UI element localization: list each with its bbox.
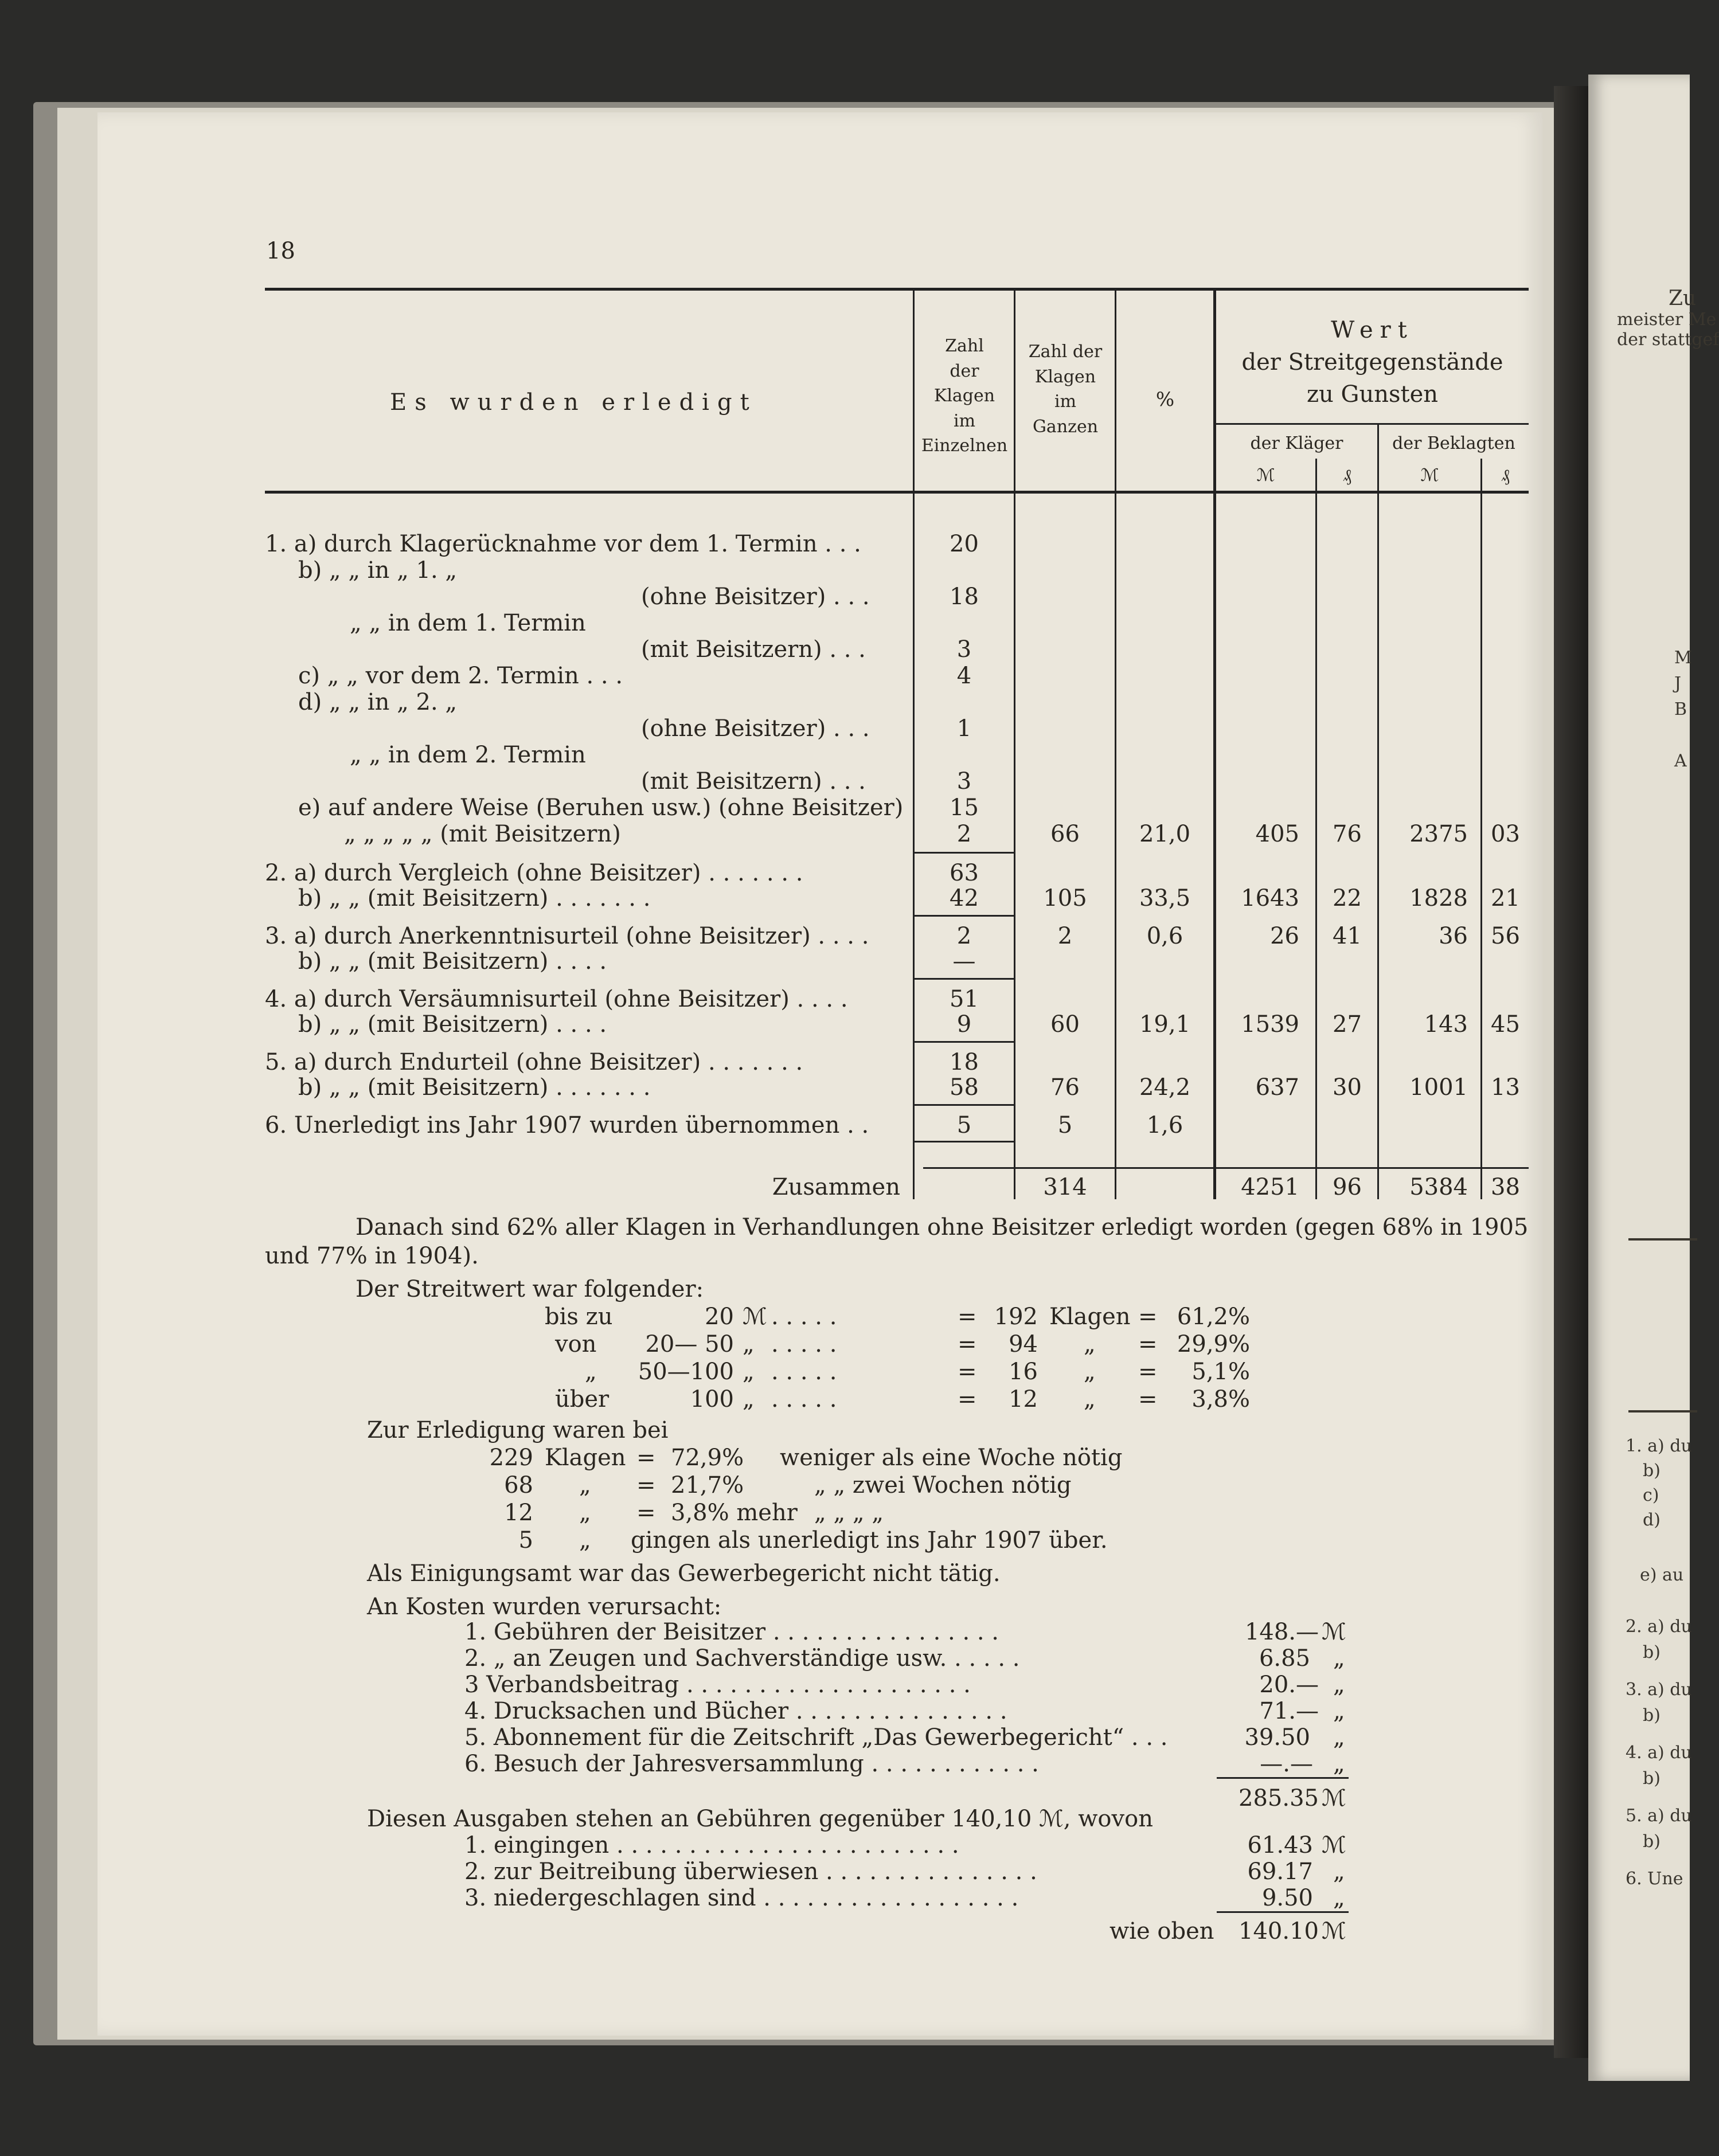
np-row: e) au <box>1640 1565 1684 1585</box>
facing-page <box>1588 75 1719 2081</box>
mark-symbol: ℳ <box>1420 465 1439 486</box>
page-number: 18 <box>266 238 295 264</box>
np-line: Zu <box>1669 287 1697 310</box>
mark-symbol: ℳ <box>1256 465 1275 486</box>
group-rule <box>915 852 1014 854</box>
pfennig-symbol: ₰ <box>1501 465 1510 486</box>
col-head-beklagten: der Beklagten <box>1392 433 1515 453</box>
np-row: d) <box>1643 1510 1661 1530</box>
header-bottom-rule <box>265 491 1529 494</box>
group-rule <box>915 1041 1014 1043</box>
np-rule <box>1628 1238 1697 1241</box>
table-title: Es wurden erledigt <box>390 389 757 416</box>
np-row: c) <box>1643 1485 1659 1505</box>
paragraph: und 77% in 1904). <box>265 1243 479 1269</box>
col-head-wert: Wert der Streitgegenstände zu Gunsten <box>1241 317 1503 408</box>
group-rule <box>915 1141 1014 1142</box>
col-head-einzeln: Zahl der Klagen im Einzelnen <box>921 336 1008 456</box>
table-top-rule <box>265 288 1529 291</box>
group-rule <box>915 978 1014 980</box>
np-line: J <box>1674 674 1682 694</box>
np-line: meister Me <box>1617 310 1717 330</box>
col-rule <box>1014 291 1015 1199</box>
np-row: b) <box>1643 1461 1661 1481</box>
wie-oben-label: wie oben <box>1109 1918 1214 1944</box>
col-head-klaeger: der Kläger <box>1250 433 1343 453</box>
kosten-heading: An Kosten wurden verursacht: <box>367 1594 722 1620</box>
book-gutter <box>1554 86 1588 2058</box>
np-line: der stattgef <box>1617 330 1719 350</box>
np-row: 3. a) du <box>1626 1680 1692 1700</box>
wert-sub-rule <box>1216 423 1529 425</box>
np-row: b) <box>1643 1705 1661 1725</box>
np-row: 1. a) du <box>1626 1436 1692 1456</box>
np-line: A <box>1674 751 1687 771</box>
np-row: 4. a) du <box>1626 1743 1692 1763</box>
sum-rule <box>1217 1777 1349 1779</box>
col-rule <box>1213 291 1216 1199</box>
np-line: M <box>1674 648 1692 668</box>
gebuehren-heading: Diesen Ausgaben stehen an Gebühren gegenüber 140,10 ℳ, wovon <box>367 1806 1153 1832</box>
kosten-total-unit: ℳ <box>1322 1785 1346 1811</box>
sum-rule <box>1217 1911 1349 1913</box>
wie-oben-amount: 140.10 <box>1239 1918 1319 1944</box>
kosten-total: 285.35 <box>1239 1785 1319 1811</box>
erledigung-heading: Zur Erledigung waren bei <box>367 1417 669 1443</box>
pfennig-symbol: ₰ <box>1343 465 1351 486</box>
np-row: 5. a) du <box>1626 1806 1692 1826</box>
np-row: b) <box>1643 1768 1661 1789</box>
wie-oben-unit: ℳ <box>1322 1918 1346 1944</box>
col-head-ganzen: Zahl der Klagen im Ganzen <box>1028 342 1103 437</box>
np-row: 2. a) du <box>1626 1617 1692 1637</box>
total-rule <box>923 1167 1529 1169</box>
col-head-percent: % <box>1155 388 1175 411</box>
col-rule <box>1115 291 1116 1199</box>
streitwert-heading: Der Streitwert war folgender: <box>355 1276 704 1302</box>
np-row: b) <box>1643 1642 1661 1662</box>
np-row: b) <box>1643 1832 1661 1852</box>
group-rule <box>915 1104 1014 1106</box>
np-line: B <box>1674 699 1687 719</box>
np-rule <box>1628 1410 1697 1412</box>
paragraph: Danach sind 62% aller Klagen in Verhandlungen ohne Beisitzer erledigt worden (gegen 68% in 1905 <box>355 1214 1529 1241</box>
np-row: 6. Une <box>1626 1869 1683 1889</box>
group-rule <box>915 915 1014 917</box>
paragraph: Als Einigungsamt war das Gewerbegericht nicht tätig. <box>367 1560 1001 1587</box>
